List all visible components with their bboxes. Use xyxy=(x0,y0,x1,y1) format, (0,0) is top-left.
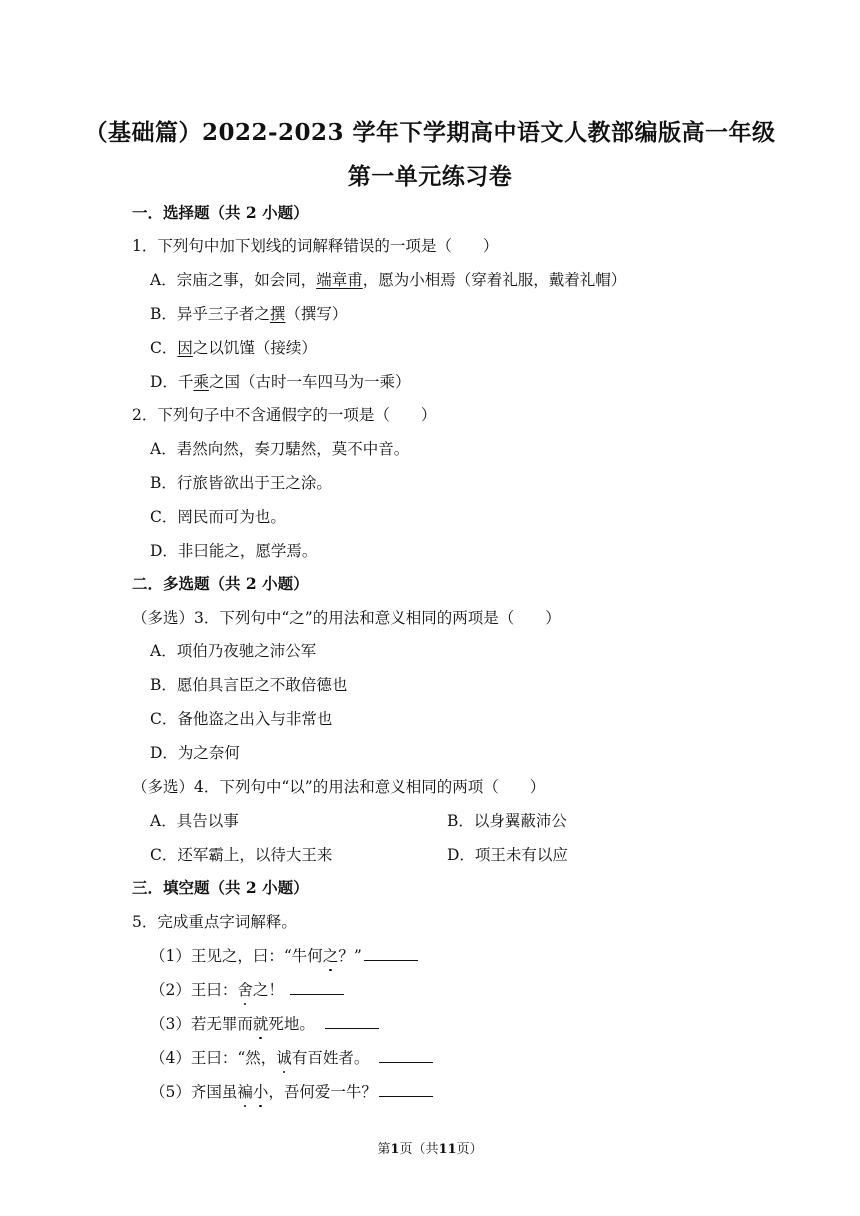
question-1-option-d xyxy=(150,372,410,392)
page-footer xyxy=(0,1138,860,1157)
option-text: A．宗庙之事，如会同， xyxy=(150,271,317,289)
underlined-word: 撰 xyxy=(269,305,286,323)
dotted-word: 小 xyxy=(252,1083,269,1101)
question-5-item-2 xyxy=(150,980,344,1000)
question-4-option-d: D．项王未有以应 xyxy=(447,846,568,864)
item-text: 有百姓者。 xyxy=(291,1049,370,1067)
question-3-option-b: B．愿伯具言臣之不敢倍德也 xyxy=(150,676,348,694)
dotted-word: 诚 xyxy=(276,1049,292,1067)
question-2-option-d: D．非曰能之，愿学焉。 xyxy=(150,542,318,560)
item-text: （5）齐国虽 xyxy=(150,1083,238,1101)
item-text: 死地。 xyxy=(268,1015,315,1033)
footer-text: 页） xyxy=(456,1142,483,1157)
answer-blank xyxy=(364,946,418,961)
section-heading-multi: 二．多选题（共 2 小题） xyxy=(132,574,309,593)
answer-blank xyxy=(379,1082,433,1097)
underlined-word: 因 xyxy=(177,339,193,357)
section-heading-choice: 一．选择题（共 2 小题） xyxy=(132,203,309,222)
underlined-word: 乘 xyxy=(193,373,209,391)
question-4-stem: （多选）4．下列句中“以”的用法和意义相同的两项（ ） xyxy=(132,778,546,796)
question-4-option-b: B．以身翼蔽沛公 xyxy=(447,812,567,830)
question-1-option-c xyxy=(150,338,317,358)
dotted-word: 就 xyxy=(252,1015,269,1033)
answer-blank xyxy=(325,1014,379,1029)
item-text: （3）若无罪而 xyxy=(150,1015,253,1033)
section-heading-fill: 三．填空题（共 2 小题） xyxy=(132,878,309,897)
option-text: B．异乎三子者之 xyxy=(150,305,270,323)
question-5-item-3 xyxy=(150,1014,379,1034)
question-1-option-b xyxy=(150,304,347,324)
question-5-item-5 xyxy=(150,1082,433,1102)
option-text: ，愿为小相焉（穿着礼服，戴着礼帽） xyxy=(362,271,627,289)
underlined-word: 端章甫 xyxy=(316,271,363,289)
question-5-stem: 5．完成重点字词解释。 xyxy=(132,913,297,931)
page-total: 11 xyxy=(438,1142,457,1157)
question-3-option-c: C．备他盗之出入与非常也 xyxy=(150,710,333,728)
item-text: ，吾何爱一牛？ xyxy=(268,1083,377,1101)
question-3-option-a: A．项伯乃夜驰之沛公军 xyxy=(150,642,317,660)
question-5-item-4 xyxy=(150,1048,433,1068)
footer-text: 第 xyxy=(377,1142,391,1157)
question-5-item-1 xyxy=(150,946,418,966)
question-3-stem: （多选）3．下列句中“之”的用法和意义相同的两项是（ ） xyxy=(132,609,561,627)
item-text: （1）王见之，曰：“牛何 xyxy=(150,947,323,965)
question-1-stem: 1．下列句中加下划线的词解释错误的一项是（ ） xyxy=(132,237,499,255)
question-4-option-c: C．还军霸上，以待大王来 xyxy=(150,846,333,864)
question-2-stem: 2．下列句子中不含通假字的一项是（ ） xyxy=(132,406,437,424)
document-title-line2: 第一单元练习卷 xyxy=(347,163,513,190)
dotted-word: 舍 xyxy=(237,981,253,999)
footer-text: 页（共 xyxy=(399,1142,439,1157)
item-text: ？” xyxy=(338,947,362,965)
option-text: （撰写） xyxy=(285,305,348,323)
item-text: （4）王曰：“然， xyxy=(150,1049,277,1067)
question-3-option-d: D．为之奈何 xyxy=(150,744,240,762)
answer-blank xyxy=(379,1048,433,1063)
answer-blank xyxy=(290,980,344,995)
option-text: 之以饥馑（接续） xyxy=(192,339,317,357)
option-text: 之国（古时一车四马为一乘） xyxy=(208,373,411,391)
option-text: C． xyxy=(150,339,178,357)
page-number: 1 xyxy=(390,1142,400,1157)
item-text: （2）王曰： xyxy=(150,981,238,999)
question-2-option-a: A．砉然向然，奏刀騞然，莫不中音。 xyxy=(150,440,410,458)
dotted-word: 之 xyxy=(322,947,339,965)
question-1-option-a xyxy=(150,270,626,290)
question-2-option-b: B．行旅皆欲出于王之涂。 xyxy=(150,474,332,492)
question-4-option-a: A．具告以事 xyxy=(150,812,239,830)
dotted-word: 褊 xyxy=(237,1083,253,1101)
question-2-option-c: C．罔民而可为也。 xyxy=(150,508,286,526)
document-title-line1: （基础篇）2022-2023 学年下学期高中语文人教部编版高一年级 xyxy=(84,119,776,146)
item-text: 之！ xyxy=(252,981,284,999)
option-text: D．千 xyxy=(150,373,194,391)
